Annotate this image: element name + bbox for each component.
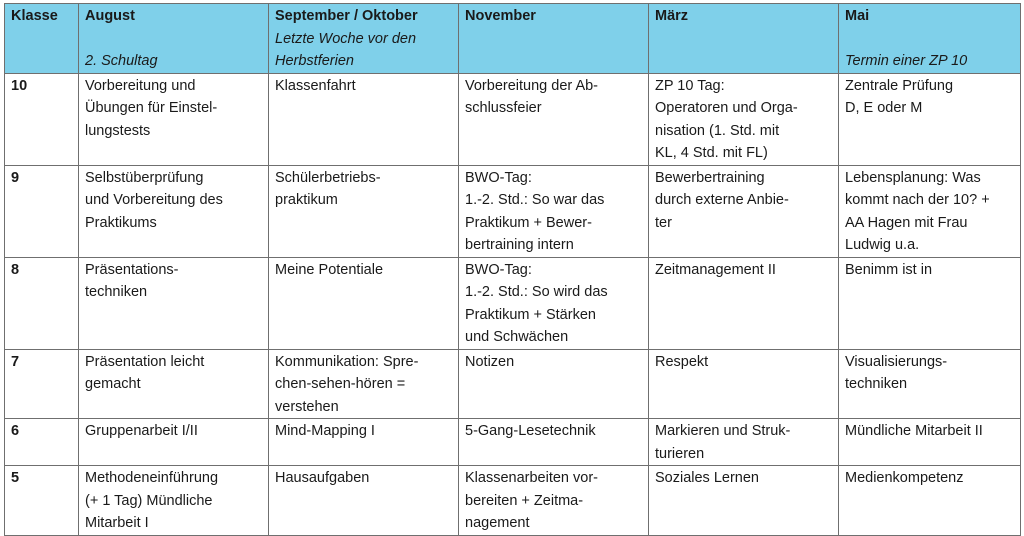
table-cell: Gruppenarbeit I/II (79, 419, 269, 466)
table-row (5, 349, 1021, 419)
klasse-cell: 7 (5, 349, 79, 419)
header-november (459, 4, 649, 74)
table-cell: Zentrale Prüfung D, E oder M (839, 73, 1021, 165)
table-cell: Bewerbertraining durch externe Anbie- ter (649, 165, 839, 257)
header-maerz (649, 4, 839, 74)
table-cell: Respekt (649, 349, 839, 419)
header-august (79, 4, 269, 74)
table-row (5, 165, 1021, 257)
header-subtitle: Letzte Woche vor den Herbstferien (275, 30, 417, 69)
header-klasse (5, 4, 79, 74)
header-subtitle: Termin einer ZP 10 (845, 52, 968, 69)
table-cell: Präsentations- techniken (79, 257, 269, 349)
table-body (5, 73, 1021, 535)
header-label: November (465, 8, 536, 24)
table-cell: 5-Gang-Lesetechnik (459, 419, 649, 466)
table-row (5, 73, 1021, 165)
table-cell: Lebensplanung: Was kommt nach der 10? + AA Hagen mit Frau Ludwig u.a. (839, 165, 1021, 257)
table-cell: Medienkompetenz (839, 466, 1021, 536)
klasse-cell: 9 (5, 165, 79, 257)
table-cell: Meine Potentiale (269, 257, 459, 349)
table-cell: Kommunikation: Spre- chen-sehen-hören = verstehen (269, 349, 459, 419)
table-cell: Vorbereitung und Übungen für Einstel- lungstests (79, 73, 269, 165)
curriculum-table (4, 3, 1021, 536)
klasse-cell: 6 (5, 419, 79, 466)
table-cell: Klassenarbeiten vor- bereiten + Zeitma- nagement (459, 466, 649, 536)
table-cell: BWO-Tag: 1.-2. Std.: So war das Praktikum + Bewer- bertraining intern (459, 165, 649, 257)
table-cell: Markieren und Struk- turieren (649, 419, 839, 466)
table-cell: Schülerbetriebs- praktikum (269, 165, 459, 257)
klasse-cell: 8 (5, 257, 79, 349)
header-label: Mai (845, 8, 870, 24)
table-cell: ZP 10 Tag: Operatoren und Orga- nisation (1. Std. mit KL, 4 Std. mit FL) (649, 73, 839, 165)
table-row (5, 466, 1021, 536)
table-cell: Notizen (459, 349, 649, 419)
table-cell: Mündliche Mitarbeit II (839, 419, 1021, 466)
table-cell: Soziales Lernen (649, 466, 839, 536)
table-cell: Methodeneinführung (+ 1 Tag) Mündliche Mitarbeit I (79, 466, 269, 536)
table-cell: Vorbereitung der Ab- schlussfeier (459, 73, 649, 165)
klasse-cell: 5 (5, 466, 79, 536)
table-row (5, 419, 1021, 466)
table-cell: Mind-Mapping I (269, 419, 459, 466)
header-label: März (655, 8, 689, 24)
header-label: August (85, 8, 135, 24)
header-label: September / Oktober (275, 8, 418, 24)
table-row (5, 257, 1021, 349)
table-cell: BWO-Tag: 1.-2. Std.: So wird das Praktikum + Stärken und Schwächen (459, 257, 649, 349)
table-header (5, 4, 1021, 74)
table-cell: Hausaufgaben (269, 466, 459, 536)
table-cell: Klassenfahrt (269, 73, 459, 165)
header-mai (839, 4, 1021, 74)
header-subtitle: 2. Schultag (85, 52, 158, 69)
header-label: Klasse (11, 8, 58, 24)
header-september-oktober (269, 4, 459, 74)
table-cell: Präsentation leicht gemacht (79, 349, 269, 419)
table-cell: Selbstüberprüfung und Vorbereitung des Praktikums (79, 165, 269, 257)
table-cell: Visualisierungs- techniken (839, 349, 1021, 419)
table-cell: Zeitmanagement II (649, 257, 839, 349)
table-cell: Benimm ist in (839, 257, 1021, 349)
klasse-cell: 10 (5, 73, 79, 165)
